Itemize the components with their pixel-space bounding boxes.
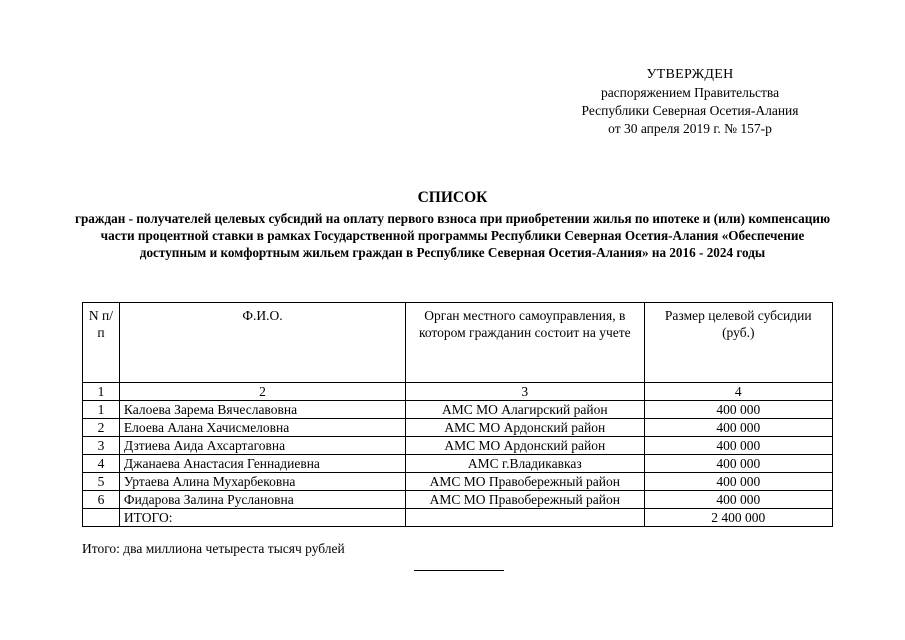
row-subsidy-amount: 400 000 bbox=[644, 455, 832, 473]
row-full-name: Джанаева Анастасия Геннадиевна bbox=[119, 455, 405, 473]
table-row bbox=[83, 419, 833, 437]
row-subsidy-amount: 400 000 bbox=[644, 491, 832, 509]
row-number: 1 bbox=[83, 401, 120, 419]
total-label: ИТОГО: bbox=[119, 509, 405, 527]
approval-line-3: от 30 апреля 2019 г. № 157-р bbox=[608, 121, 772, 136]
total-empty-cell bbox=[406, 509, 644, 527]
total-row bbox=[83, 509, 833, 527]
column-number-row bbox=[83, 383, 833, 401]
row-full-name: Дзтиева Аида Ахсартаговна bbox=[119, 437, 405, 455]
total-empty-cell bbox=[83, 509, 120, 527]
header-full-name: Ф.И.О. bbox=[119, 303, 405, 383]
row-subsidy-amount: 400 000 bbox=[644, 419, 832, 437]
document-heading bbox=[60, 188, 845, 261]
row-subsidy-amount: 400 000 bbox=[644, 473, 832, 491]
row-subsidy-amount: 400 000 bbox=[644, 401, 832, 419]
table-header-row bbox=[83, 303, 833, 383]
column-number: 2 bbox=[119, 383, 405, 401]
table-row bbox=[83, 455, 833, 473]
row-local-authority: АМС МО Алагирский район bbox=[406, 401, 644, 419]
document-subtitle: граждан - получателей целевых субсидий на оплату первого взноса при приобретении жилья по ипотеке и (или) компенсацию части процентной ставки в рамках Государственной программы Республики Северная Осетия-Алания «Обеспечение доступным и комфортным жильем граждан в Республике Северная Осетия-Алания» на 2016 - 2024 годы bbox=[74, 211, 831, 260]
total-amount: 2 400 000 bbox=[644, 509, 832, 527]
header-subsidy-amount: Размер целевой субсидии (руб.) bbox=[644, 303, 832, 383]
column-number: 1 bbox=[83, 383, 120, 401]
row-full-name: Калоева Зарема Вячеславовна bbox=[119, 401, 405, 419]
approval-title: УТВЕРЖДЕН bbox=[646, 67, 734, 82]
row-number: 5 bbox=[83, 473, 120, 491]
table-row bbox=[83, 473, 833, 491]
approval-block bbox=[520, 66, 860, 138]
row-number: 3 bbox=[83, 437, 120, 455]
row-subsidy-amount: 400 000 bbox=[644, 437, 832, 455]
header-local-authority: Орган местного самоуправления, в котором гражданин состоит на учете bbox=[406, 303, 644, 383]
closing-rule bbox=[414, 570, 504, 571]
row-local-authority: АМС г.Владикавказ bbox=[406, 455, 644, 473]
row-local-authority: АМС МО Правобережный район bbox=[406, 473, 644, 491]
approval-line-2: Республики Северная Осетия-Алания bbox=[581, 103, 799, 118]
recipients-table bbox=[82, 302, 833, 527]
row-local-authority: АМС МО Ардонский район bbox=[406, 437, 644, 455]
row-full-name: Елоева Алана Хачисмеловна bbox=[119, 419, 405, 437]
header-number: N п/п bbox=[83, 303, 120, 383]
row-number: 4 bbox=[83, 455, 120, 473]
row-local-authority: АМС МО Правобережный район bbox=[406, 491, 644, 509]
row-full-name: Фидарова Залина Руслановна bbox=[119, 491, 405, 509]
total-in-words: Итого: два миллиона четыреста тысяч рублей bbox=[82, 541, 345, 556]
column-number: 4 bbox=[644, 383, 832, 401]
document-title: СПИСОК bbox=[417, 189, 488, 206]
row-full-name: Уртаева Алина Мухарбековна bbox=[119, 473, 405, 491]
approval-line-1: распоряжением Правительства bbox=[600, 85, 780, 100]
table-row bbox=[83, 491, 833, 509]
row-number: 6 bbox=[83, 491, 120, 509]
row-number: 2 bbox=[83, 419, 120, 437]
table-row bbox=[83, 437, 833, 455]
column-number: 3 bbox=[406, 383, 644, 401]
row-local-authority: АМС МО Ардонский район bbox=[406, 419, 644, 437]
table-row bbox=[83, 401, 833, 419]
